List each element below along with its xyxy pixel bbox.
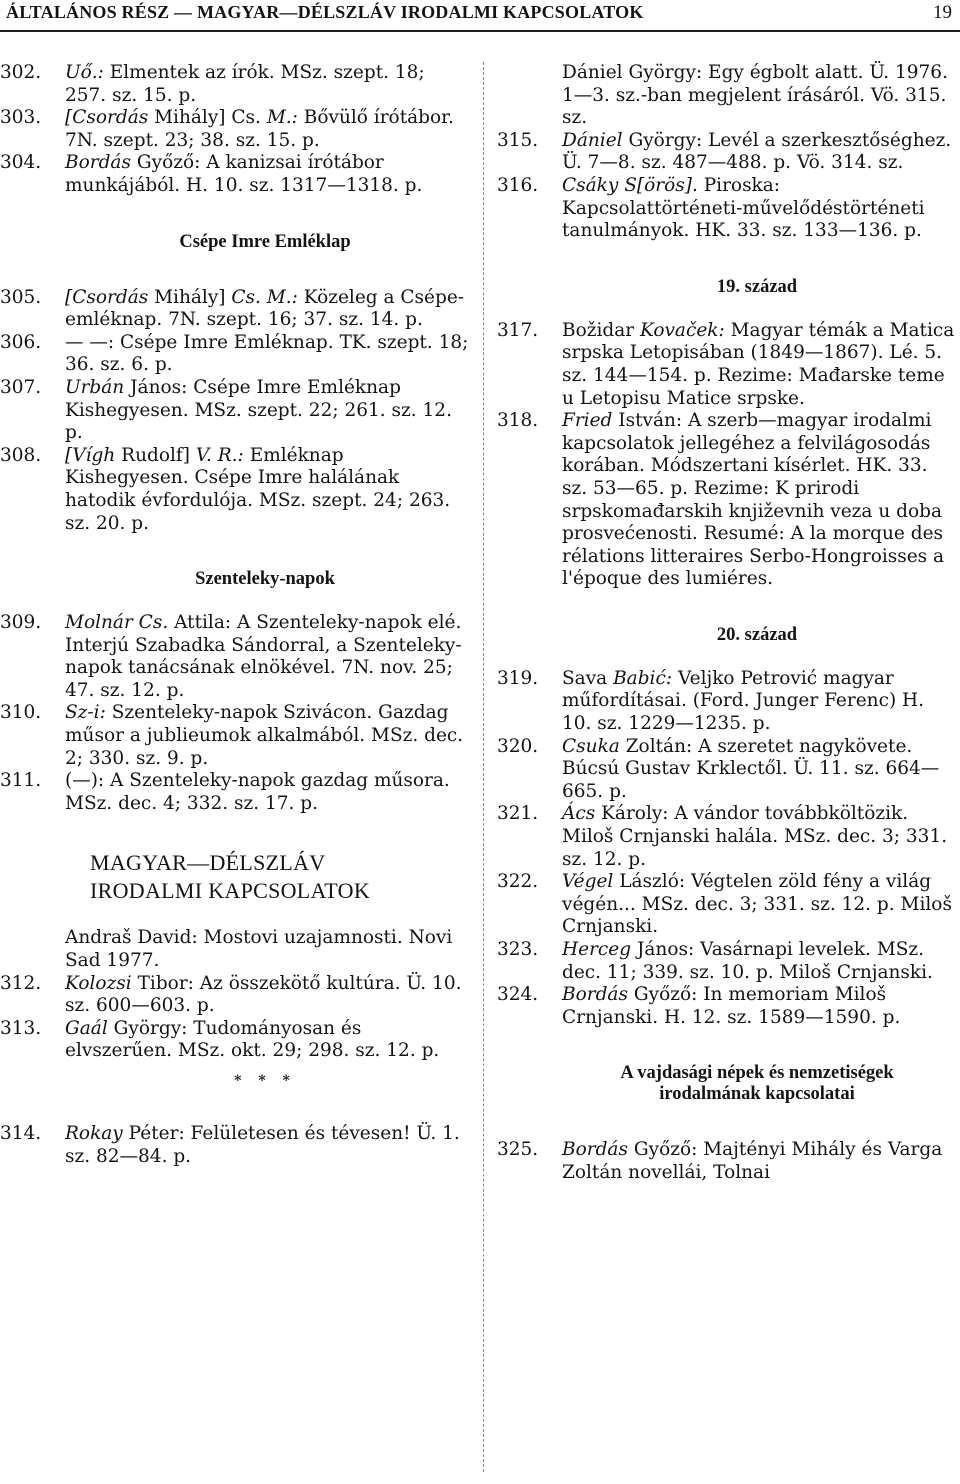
entry-303: 303. [Csordás Mihály] Cs. M.: Bővülő írótábor. 7N. szept. 23; 38. sz. 15. p.: [0, 107, 454, 151]
entry-323: 323. Herceg János: Vasárnapi levelek. MSz. dec. 11; 339. sz. 10. p. Miloš Crnjanski.: [497, 939, 933, 983]
section-heading-19th-century: 19. század: [716, 276, 798, 297]
section-heading-szenteleky: Szenteleky-napok: [195, 569, 335, 590]
entry-320: 320. Csuka Zoltán: A szeretet nagykövete. Búcsú Gustav Krklectől. Ü. 11. sz. 664—665. p.: [497, 735, 940, 802]
entry-306: 306. — —: Csépe Imre Emléknap. TK. szept. 18; 36. sz. 6. p.: [0, 331, 469, 376]
section-heading-vajdasag-line2: irodalmának kapcsolatai: [659, 1084, 855, 1105]
entry-318: 318. Fried István: A szerb—magyar irodalmi kapcsolatok jellegéhez a felvilágosodás korában. Módszertani kísérlet. HK. 33. sz. 53—65. p. Rezime: K prirodi srpskomađarskih književnih veza u doba prosvećenosti. Resumé: A la morque des rélations litteraires Serbo-Hongroisses a l'époque des lumiéres.: [497, 410, 945, 590]
entry-310: 310. Sz-i: Szenteleky-napok Szivácon. Gazdag műsor a jublieumok alkalmából. MSz. dec. 2; 330. sz. 9. p.: [0, 702, 464, 769]
entry-324: 324. Bordás Győző: In memoriam Miloš Crnjanski. H. 12. sz. 1589—1590. p.: [497, 984, 901, 1028]
major-heading-line2: IRODALMI KAPCSOLATOK: [90, 878, 371, 904]
left-column: [0, 62, 470, 1168]
separator-stars: * * *: [234, 1073, 296, 1089]
section-heading-20th-century: 20. század: [716, 624, 798, 645]
column-divider: [483, 62, 484, 1472]
entry-313: 313. Gaál György: Tudományosan és elvszerűen. MSz. okt. 29; 298. sz. 12. p.: [0, 1017, 440, 1062]
entry-305: 305. [Csordás Mihály] Cs. M.: Közeleg a Csépe-emléknap. 7N. szept. 16; 37. sz. 14. p.: [0, 286, 465, 331]
entry-311: 311. (—): A Szenteleky-napok gazdag műsora. MSz. dec. 4; 332. sz. 17. p.: [0, 770, 450, 814]
running-header: [0, 0, 960, 32]
major-heading-line1: MAGYAR—DÉLSZLÁV: [90, 850, 326, 876]
entry-325: 325. Bordás Győző: Majtényi Mihály és Varga Zoltán novellái, Tolnai: [497, 1139, 943, 1183]
entry-319: 319. Sava Babić: Veljko Petrović magyar műfordításai. (Ford. Junger Ferenc) H. 10. sz. 1229—1235. p.: [497, 667, 925, 735]
intro-reference: Andraš David: Mostovi uzajamnosti. Novi Sad 1977.: [65, 927, 453, 972]
section-heading-csepe: Csépe Imre Emléklap: [179, 231, 351, 252]
entry-304: 304. Bordás Győző: A kanizsai írótábor munkájából. H. 10. sz. 1317—1318. p.: [0, 152, 423, 196]
entry-302: 302. Uő.: Elmentek az írók. MSz. szept. 18; 257. sz. 15. p.: [0, 62, 425, 106]
page-number: 19: [933, 2, 952, 23]
entry-322: 322. Végel László: Végtelen zöld fény a világ végén... MSz. dec. 3; 331. sz. 12. p. Miloš Crnjanski.: [497, 871, 952, 938]
entry-312: 312. Kolozsi Tibor: Az összekötő kultúra. Ü. 10. sz. 600—603. p.: [0, 972, 462, 1017]
entry-314: 314. Rokay Péter: Felületesen és tévesen! Ü. 1. sz. 82—84. p.: [0, 1123, 460, 1167]
running-title: ÁLTALÁNOS RÉSZ — MAGYAR—DÉLSZLÁV IRODALMI KAPCSOLATOK: [6, 2, 644, 22]
section-heading-vajdasag-line1: A vajdasági népek és nemzetiségek: [620, 1063, 894, 1084]
entry-314-continuation: Dániel György: Egy égbolt alatt. Ü. 1976. 1—3. sz.-ban megjelent írásáról. Vö. 315. sz.: [562, 62, 948, 129]
entry-307: 307. Urbán János: Csépe Imre Emléknap Kishegyesen. MSz. szept. 22; 261. sz. 12. p.: [0, 376, 452, 444]
entry-321: 321. Ács Károly: A vándor továbbköltözik. Miloš Crnjanski halála. MSz. dec. 3; 331. sz. 12. p.: [497, 803, 948, 870]
entry-317: 317. Božidar Kovaček: Magyar témák a Matica srpska Letopisában (1849—1867). Lé. 5. sz. 144—154. p. Rezime: Mađarske teme u Letopisu Matice srpske.: [497, 319, 955, 409]
right-column: [497, 62, 957, 1185]
entry-315: 315. Dániel György: Levél a szerkesztőséghez. Ü. 7—8. sz. 487—488. p. Vö. 314. sz.: [497, 129, 952, 174]
entry-309: 309. Molnár Cs. Attila: A Szenteleky-napok elé. Interjú Szabadka Sándorral, a Szenteleky-napok tanácsának elnökével. 7N. nov. 25; 47. sz. 12. p.: [0, 612, 462, 701]
entry-308: 308. [Vígh Rudolf] V. R.: Emléknap Kishegyesen. Csépe Imre halálának hatodik évfordulója. MSz. szept. 24; 263. sz. 20. p.: [0, 444, 451, 534]
entry-316: 316. Csáky S[örös]. Piroska: Kapcsolattörténeti-művelődéstörténeti tanulmányok. HK. 33. sz. 133—136. p.: [497, 174, 925, 242]
